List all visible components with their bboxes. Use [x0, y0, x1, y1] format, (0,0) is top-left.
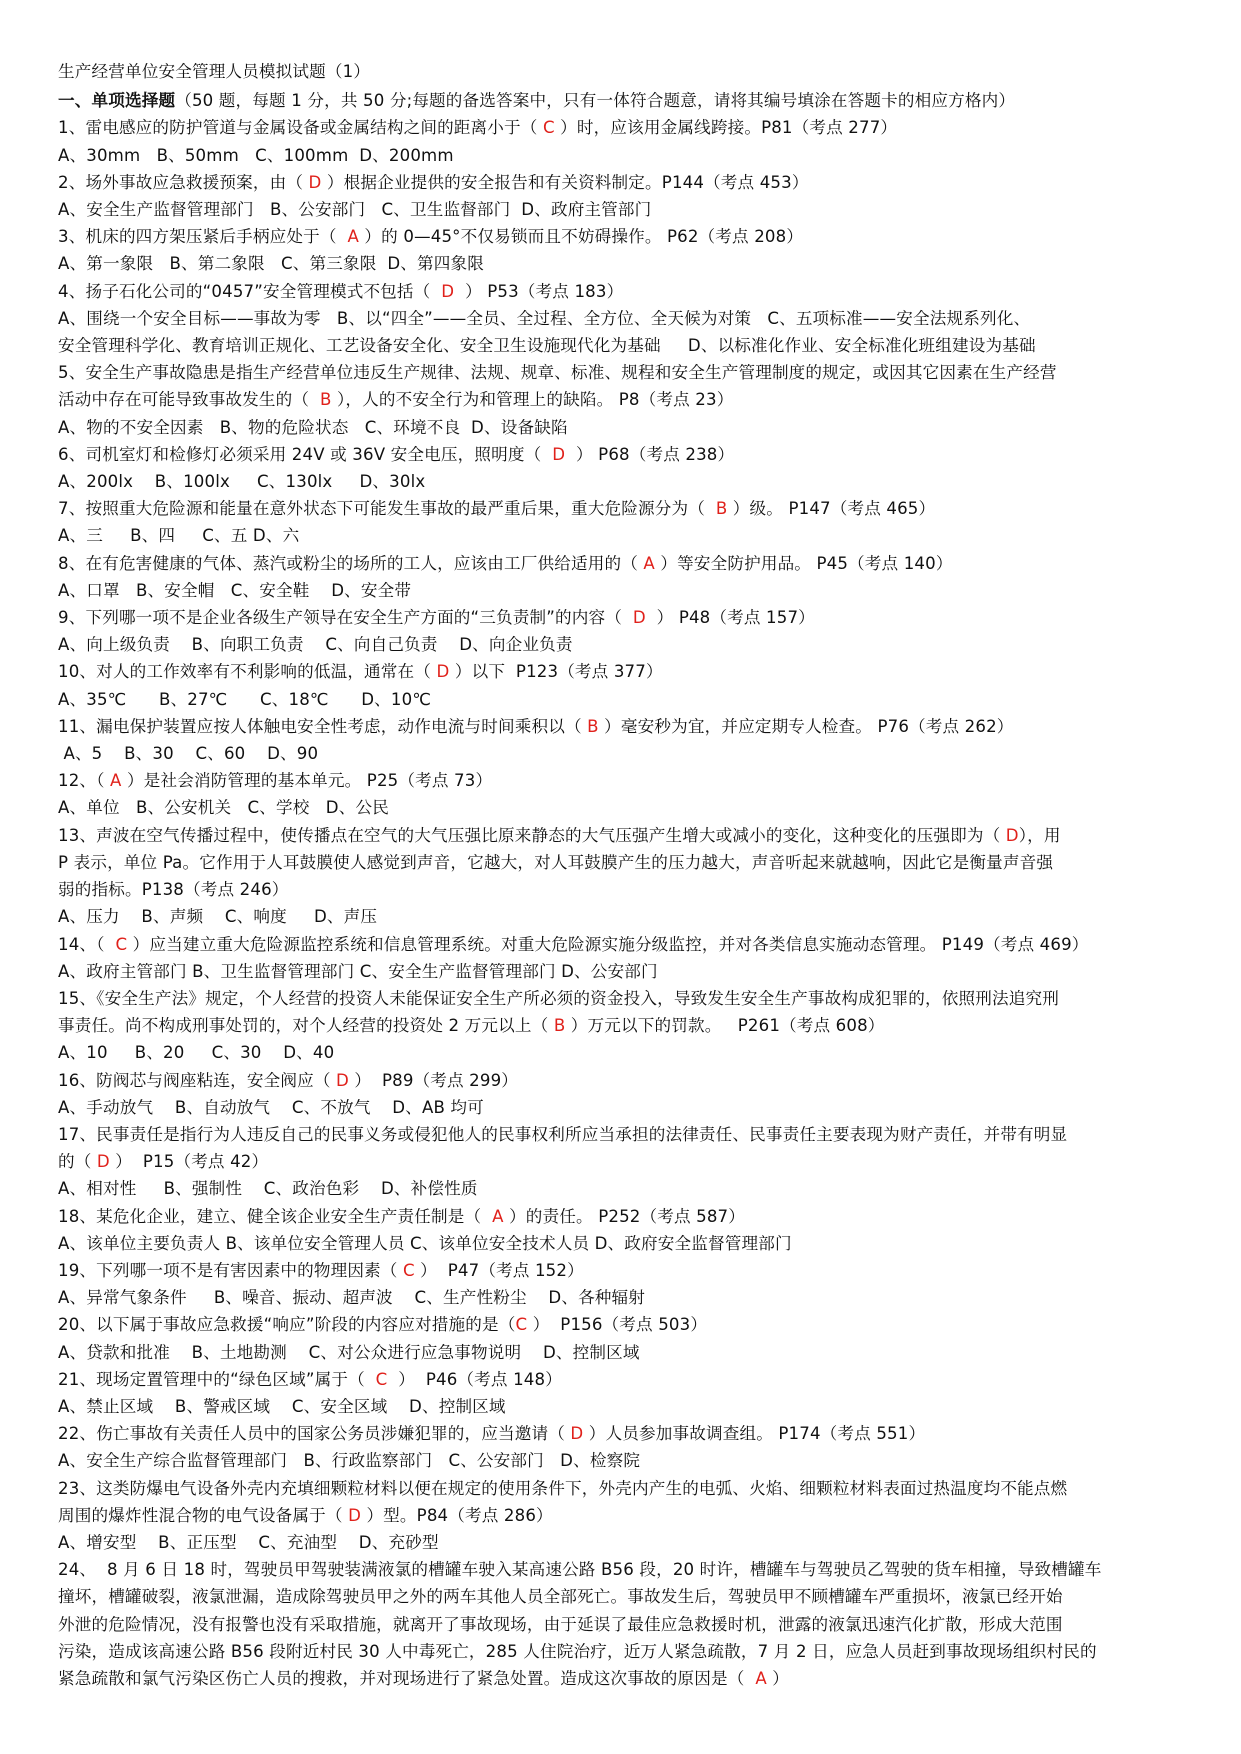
- answer-letter: B: [320, 390, 332, 410]
- text-line: A、政府主管部门 B、卫生监督管理部门 C、安全生产监督管理部门 D、公安部门: [58, 961, 658, 981]
- question-line: [58, 550, 1198, 577]
- question-text: 10、对人的工作效率有不利影响的低温，通常在（: [58, 662, 437, 682]
- question-line: [58, 658, 1198, 685]
- question-line: [58, 1067, 1198, 1094]
- text-line: A、该单位主要负责人 B、该单位安全管理人员 C、该单位安全技术人员 D、政府安全监督管理部门: [58, 1233, 792, 1253]
- question-text: 9、下列哪一项不是企业各级生产领导在安全生产方面的“三负责制”的内容（: [58, 608, 633, 628]
- text-line: 安全管理科学化、教育培训正规化、工艺设备安全化、安全卫生设施现代化为基础 D、以标准化作业、安全标准化班组建设为基础: [58, 336, 1036, 356]
- question-line: [58, 1366, 1198, 1393]
- question-text-tail: ）是社会消防管理的基本单元。 P25（考点 73）: [121, 771, 493, 791]
- document-title: 生产经营单位安全管理人员模拟试题（1）: [58, 62, 371, 81]
- question-text: 3、机床的四方架压紧后手柄应处于（: [58, 227, 348, 247]
- text-line: A、200lx B、100lx C、130lx D、30lx: [58, 472, 426, 492]
- answer-letter: D: [96, 1152, 110, 1172]
- text-line: 撞坏，槽罐破裂，液氯泄漏，造成除驾驶员甲之外的两车其他人员全部死亡。事故发生后，驾驶员甲不顾槽罐车严重损坏，液氯已经开始: [58, 1587, 1063, 1607]
- question-text-tail: ）等安全防护用品。 P45（考点 140）: [654, 553, 953, 573]
- question-text: 的（: [58, 1152, 97, 1172]
- question-text: 4、扬子石化公司的“0457”安全管理模式不包括（: [58, 281, 442, 301]
- section-heading-line: [58, 87, 1198, 114]
- question-text: 19、下列哪一项不是有害因素中的物理因素（: [58, 1260, 403, 1280]
- answer-letter: A: [492, 1206, 504, 1226]
- question-line: [58, 931, 1198, 958]
- question-text: 活动中存在可能导致事故发生的（: [58, 390, 321, 410]
- question-line: [58, 495, 1198, 522]
- answer-letter: B: [553, 1016, 566, 1036]
- answer-letter: A: [110, 771, 122, 791]
- question-line: [58, 1257, 1198, 1284]
- text-line: A、物的不安全因素 B、物的危险状态 C、环境不良 D、设备缺陷: [58, 417, 568, 437]
- text-line: A、10 B、20 C、30 D、40: [58, 1043, 335, 1063]
- answer-letter: D: [441, 281, 455, 301]
- question-line: [58, 441, 1198, 468]
- question-line: [58, 1420, 1198, 1447]
- question-text: 周围的爆炸性混合物的电气设备属于（: [58, 1505, 349, 1525]
- question-text: 1、雷电感应的防护管道与金属设备或金属结构之间的距离小于（: [58, 118, 543, 138]
- text-line: A、第一象限 B、第二象限 C、第三象限 D、第四象限: [58, 254, 484, 274]
- question-text-tail: ）毫安秒为宜，并应定期专人检查。 P76（考点 262）: [598, 716, 1014, 736]
- question-text-tail: ） P46（考点 148）: [387, 1369, 562, 1389]
- answer-letter: D: [348, 1505, 362, 1525]
- text-line: A、向上级负责 B、向职工负责 C、向自己负责 D、向企业负责: [58, 635, 573, 655]
- text-line: A、30mm B、50mm C、100mm D、200mm: [58, 145, 454, 165]
- question-text: 14、（: [58, 934, 116, 954]
- question-line: [58, 169, 1198, 196]
- text-line: 外泄的危险情况，没有报警也没有采取措施，就离开了事故现场，由于延误了最佳应急救援时机，泄露的液氯迅速汽化扩散，形成大范围: [58, 1614, 1063, 1634]
- question-list: [58, 114, 1198, 1692]
- answer-letter: D: [436, 662, 450, 682]
- section-heading: 一、单项选择题: [58, 91, 176, 111]
- question-line: [58, 1665, 1198, 1692]
- question-text: 12、（: [58, 771, 111, 791]
- question-line: [58, 1148, 1198, 1175]
- text-line: A、相对性 B、强制性 C、政治色彩 D、补偿性质: [58, 1179, 478, 1199]
- text-line: A、增安型 B、正压型 C、充油型 D、充砂型: [58, 1532, 439, 1552]
- question-text: 13、声波在空气传播过程中，使传播点在空气的大气压强比原来静态的大气压强产生增大或减小的变化，这种变化的压强即为（: [58, 825, 1006, 845]
- question-text-tail: ） P53（考点 183）: [454, 281, 624, 301]
- question-text: 8、在有危害健康的气体、蒸汽或粉尘的场所的工人，应该由工厂供给适用的（: [58, 553, 644, 573]
- section-note: （50 题，每题 1 分，共 50 分;每题的备选答案中，只有一体符合题意，请将其编号填涂在答题卡的相应方格内）: [175, 91, 1016, 111]
- text-line: 15、《安全生产法》规定，个人经营的投资人未能保证安全生产所必须的资金投入，导致发生安全生产事故构成犯罪的，依照刑法追究刑: [58, 988, 1059, 1008]
- question-text-tail: ）万元以下的罚款。 P261（考点 608）: [565, 1016, 885, 1036]
- answer-letter: C: [402, 1260, 415, 1280]
- question-text-tail: ） P15（考点 42）: [109, 1152, 269, 1172]
- question-text: 2、场外事故应急救援预案，由（: [58, 172, 309, 192]
- text-line: A、贷款和批准 B、土地勘测 C、对公众进行应急事物说明 D、控制区域: [58, 1342, 640, 1362]
- answer-letter: D: [570, 1424, 584, 1444]
- question-text: 事责任。尚不构成刑事处罚的，对个人经营的投资处 2 万元以上（: [58, 1016, 554, 1036]
- text-line: P 表示，单位 Pa。它作用于人耳鼓膜使人感觉到声音，它越大，对人耳鼓膜产生的压力越大，声音听起来就越响，因此它是衡量声音强: [58, 852, 1054, 872]
- answer-letter: C: [375, 1369, 388, 1389]
- text-line: A、禁止区域 B、警戒区域 C、安全区域 D、控制区域: [58, 1396, 506, 1416]
- question-text: 18、某危化企业，建立、健全该企业安全生产责任制是（: [58, 1206, 493, 1226]
- answer-letter: A: [347, 227, 359, 247]
- question-text-tail: ）应当建立重大危险源监控系统和信息管理系统。对重大危险源实施分级监控，并对各类信息实施动态管理。 P149（考点 469）: [127, 934, 1089, 954]
- answer-letter: A: [643, 553, 655, 573]
- question-line: [58, 1203, 1198, 1230]
- question-text-tail: ）的责任。 P252（考点 587）: [503, 1206, 746, 1226]
- answer-letter: C: [542, 118, 555, 138]
- question-line: [58, 1311, 1198, 1338]
- text-line: 5、安全生产事故隐患是指生产经营单位违反生产规律、法规、规章、标准、规程和安全生产管理制度的规定，或因其它因素在生产经营: [58, 363, 1057, 383]
- question-text-tail: ）人员参加事故调查组。 P174（考点 551）: [583, 1424, 926, 1444]
- question-line: [58, 1502, 1198, 1529]
- question-text: 紧急疏散和氯气污染区伤亡人员的搜救，并对现场进行了紧急处置。造成这次事故的原因是（: [58, 1668, 756, 1688]
- answer-letter: D: [632, 608, 646, 628]
- text-line: 17、民事责任是指行为人违反自己的民事义务或侵犯他人的民事权利所应当承担的法律责任、民事责任主要表现为财产责任，并带有明显: [58, 1124, 1068, 1144]
- question-text: 22、伤亡事故有关责任人员中的国家公务员涉嫌犯罪的，应当邀请（: [58, 1424, 571, 1444]
- answer-letter: D: [1005, 825, 1019, 845]
- answer-letter: D: [308, 172, 322, 192]
- question-text-tail: ）根据企业提供的安全报告和有关资料制定。P144（考点 453）: [321, 172, 809, 192]
- question-line: [58, 223, 1198, 250]
- text-line: A、单位 B、公安机关 C、学校 D、公民: [58, 798, 389, 818]
- question-text-tail: ） P89（考点 299）: [348, 1070, 519, 1090]
- question-text: 7、按照重大危险源和能量在意外状态下可能发生事故的最严重后果，重大危险源分为（: [58, 499, 716, 519]
- question-text: 16、防阀芯与阀座粘连，安全阀应（: [58, 1070, 336, 1090]
- text-line: A、手动放气 B、自动放气 C、不放气 D、AB 均可: [58, 1097, 484, 1117]
- question-text-tail: ）以下 P123（考点 377）: [449, 662, 663, 682]
- answer-letter: A: [755, 1668, 767, 1688]
- text-line: A、异常气象条件 B、噪音、振动、超声波 C、生产性粉尘 D、各种辐射: [58, 1288, 646, 1308]
- question-text-tail: ）时，应该用金属线跨接。P81（考点 277）: [554, 118, 898, 138]
- text-line: A、围绕一个安全目标——事故为零 B、以“四全”——全员、全过程、全方位、全天候为对策 C、五项标准——安全法规系列化、: [58, 308, 1031, 328]
- text-line: 24、 8 月 6 日 18 时，驾驶员甲驾驶装满液氯的槽罐车驶入某高速公路 B56 段，20 时许，槽罐车与驾驶员乙驾驶的货车相撞，导致槽罐车: [58, 1560, 1102, 1580]
- text-line: A、口罩 B、安全帽 C、安全鞋 D、安全带: [58, 580, 412, 600]
- question-line: [58, 767, 1198, 794]
- question-line: [58, 114, 1198, 141]
- question-text-tail: ） P68（考点 238）: [565, 444, 735, 464]
- text-line: A、35℃ B、27℃ C、18℃ D、10℃: [58, 689, 432, 709]
- question-line: [58, 278, 1198, 305]
- question-line: [58, 386, 1198, 413]
- question-text-tail: ） P48（考点 157）: [645, 608, 815, 628]
- document: [58, 58, 1198, 1692]
- text-line: 污染，造成该高速公路 B56 段附近村民 30 人中毒死亡，285 人住院治疗，近万人紧急疏散，7 月 2 日，应急人员赶到事故现场组织村民的: [58, 1641, 1097, 1661]
- text-line: A、安全生产监督管理部门 B、公安部门 C、卫生监督部门 D、政府主管部门: [58, 200, 652, 220]
- answer-letter: B: [587, 716, 599, 736]
- text-line: A、压力 B、声频 C、响度 D、声压: [58, 907, 378, 927]
- text-line: 弱的指标。P138（考点 246）: [58, 880, 289, 900]
- question-text: 6、司机室灯和检修灯必须采用 24V 或 36V 安全电压，照明度（: [58, 444, 553, 464]
- question-line: [58, 604, 1198, 631]
- text-line: A、安全生产综合监督管理部门 B、行政监察部门 C、公安部门 D、检察院: [58, 1451, 641, 1471]
- answer-letter: C: [515, 1315, 528, 1335]
- question-text-tail: ）的 0—45°不仅易锁而且不妨碍操作。 P62（考点 208）: [358, 227, 804, 247]
- answer-letter: C: [115, 934, 128, 954]
- question-text: 21、现场定置管理中的“绿色区域”属于（: [58, 1369, 376, 1389]
- text-line: A、5 B、30 C、60 D、90: [58, 744, 319, 764]
- answer-letter: D: [552, 444, 566, 464]
- text-line: 23、这类防爆电气设备外壳内充填细颗粒材料以便在规定的使用条件下，外壳内产生的电弧、火焰、细颗粒材料表面过热温度均不能点燃: [58, 1478, 1068, 1498]
- question-text: 11、漏电保护装置应按人体触电安全性考虑，动作电流与时间乘积以（: [58, 716, 588, 736]
- question-line: [58, 1012, 1198, 1039]
- question-text-tail: ）型。P84（考点 286）: [361, 1505, 553, 1525]
- question-text-tail: ），用: [1018, 825, 1061, 845]
- answer-letter: B: [715, 499, 728, 519]
- question-text-tail: ）: [766, 1668, 790, 1688]
- answer-letter: D: [336, 1070, 349, 1090]
- text-line: A、三 B、四 C、五 D、六: [58, 526, 300, 546]
- question-line: [58, 822, 1198, 849]
- question-text-tail: ） P156（考点 503）: [527, 1315, 708, 1335]
- question-line: [58, 713, 1198, 740]
- question-text-tail: ） P47（考点 152）: [414, 1260, 584, 1280]
- question-text-tail: ），人的不安全行为和管理上的缺陷。 P8（考点 23）: [331, 390, 734, 410]
- question-text-tail: ）级。 P147（考点 465）: [727, 499, 936, 519]
- question-text: 20、以下属于事故应急救援“响应”阶段的内容应对措施的是（: [58, 1315, 516, 1335]
